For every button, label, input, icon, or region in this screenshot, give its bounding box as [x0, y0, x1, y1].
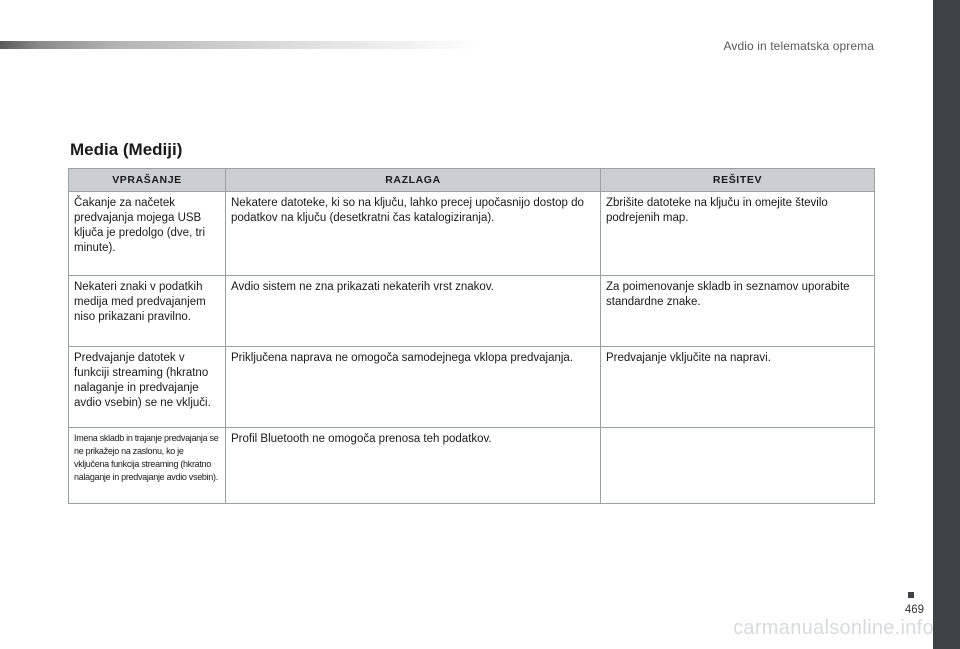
table-row	[69, 276, 875, 347]
page-title: Media (Mediji)	[70, 140, 183, 159]
cell-solution: Zbrišite datoteke na ključu in omejite število podrejenih map.	[601, 192, 875, 276]
page-marker-square	[908, 592, 914, 598]
cell-solution	[601, 428, 875, 504]
cell-explanation: Priključena naprava ne omogoča samodejnega vklopa predvajanja.	[226, 347, 601, 428]
column-header-explanation: RAZLAGA	[226, 169, 601, 192]
section-header-title: Avdio in telematska oprema	[723, 39, 874, 53]
column-header-question: VPRAŠANJE	[69, 169, 226, 192]
watermark-text: carmanualsonline.info	[733, 617, 934, 639]
table-row	[69, 347, 875, 428]
cell-question: Imena skladb in trajanje predvajanja se ne prikažejo na zaslonu, ko je vključena funkcija streaming (hkratno nalaganje in predvajanje avdio vsebin).	[69, 428, 226, 504]
troubleshooting-table	[68, 168, 875, 504]
cell-question: Nekateri znaki v podatkih medija med predvajanjem niso prikazani pravilno.	[69, 276, 226, 347]
cell-solution: Za poimenovanje skladb in seznamov uporabite standardne znake.	[601, 276, 875, 347]
cell-explanation: Profil Bluetooth ne omogoča prenosa teh podatkov.	[226, 428, 601, 504]
table-row	[69, 428, 875, 504]
cell-question: Predvajanje datotek v funkciji streaming (hkratno nalaganje in predvajanje avdio vsebin) se ne vključi.	[69, 347, 226, 428]
header-gradient-bar	[0, 41, 480, 49]
cell-question: Čakanje za načetek predvajanja mojega USB ključa je predolgo (dve, tri minute).	[69, 192, 226, 276]
cell-explanation: Avdio sistem ne zna prikazati nekaterih vrst znakov.	[226, 276, 601, 347]
table-header-row	[69, 169, 875, 192]
page-number: 469	[904, 604, 924, 616]
cell-solution: Predvajanje vključite na napravi.	[601, 347, 875, 428]
column-header-solution: REŠITEV	[601, 169, 875, 192]
cell-explanation: Nekatere datoteke, ki so na ključu, lahko precej upočasnijo dostop do podatkov na ključu (desetkratni čas katalogiziranja).	[226, 192, 601, 276]
table-row	[69, 192, 875, 276]
page-side-band	[933, 0, 960, 649]
